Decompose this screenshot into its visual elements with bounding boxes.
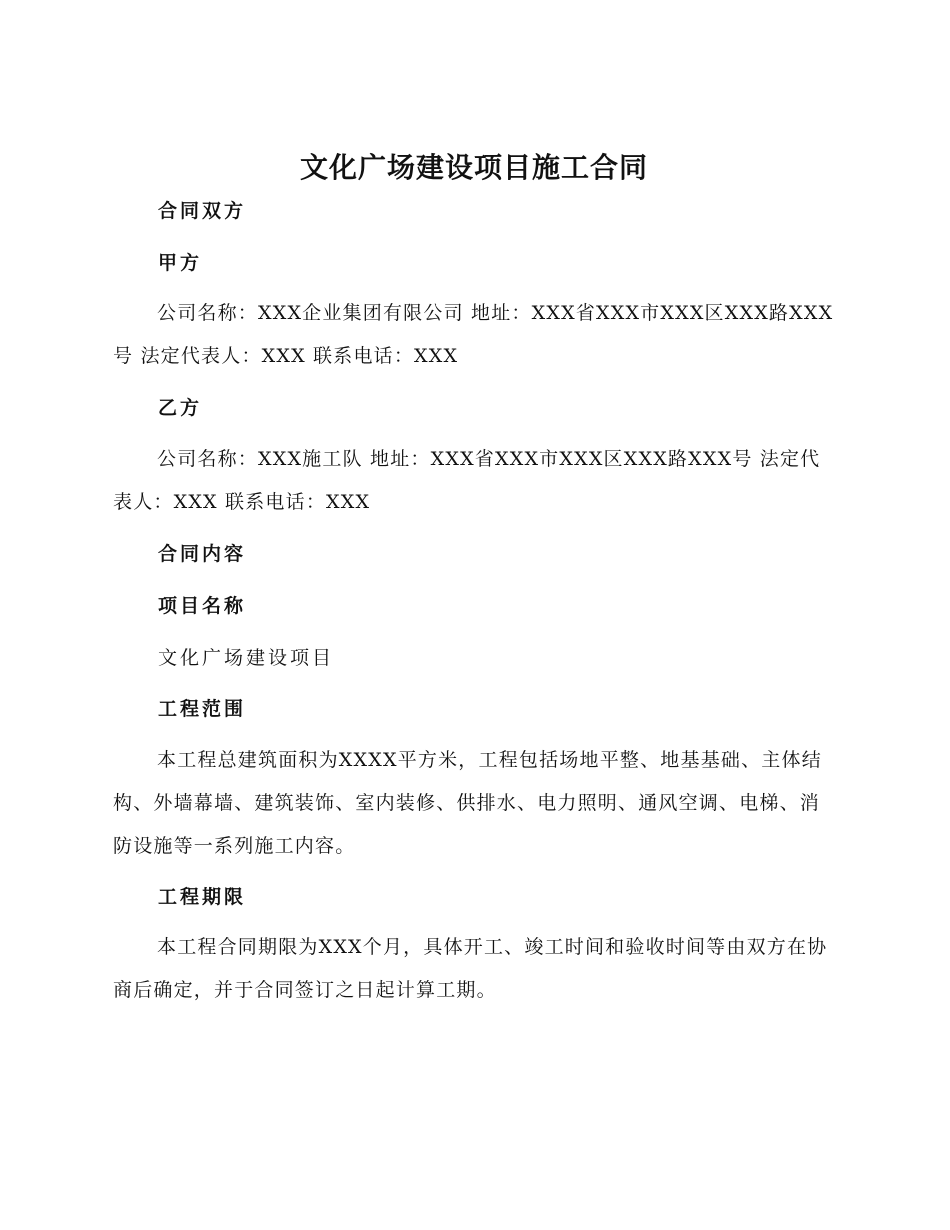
document-title: 文化广场建设项目施工合同	[299, 151, 648, 184]
project-name-text: 文化广场建设项目	[158, 647, 335, 669]
duration-heading: 工程期限	[158, 886, 247, 908]
duration-text: 本工程合同期限为XXX个月，具体开工、竣工时间和验收时间等由双方在协商后确定，并于合同签订之日起计算工期。	[113, 936, 828, 1001]
scope-text: 本工程总建筑面积为XXXX平方米，工程包括场地平整、地基基础、主体结构、外墙幕墙、建筑装饰、室内装修、供排水、电力照明、通风空调、电梯、消防设施等一系列施工内容。	[113, 749, 822, 857]
parties-heading: 合同双方	[158, 200, 247, 222]
party-b-details: 公司名称：XXX施工队 地址：XXX省XXX市XXX区XXX路XXX号 法定代表人：XXX 联系电话：XXX	[113, 448, 821, 513]
content-heading: 合同内容	[158, 543, 247, 565]
party-a-details: 公司名称：XXX企业集团有限公司 地址：XXX省XXX市XXX区XXX路XXX号 法定代表人：XXX 联系电话：XXX	[113, 302, 834, 367]
party-a-heading: 甲方	[158, 252, 203, 274]
scope-heading: 工程范围	[158, 698, 247, 720]
party-b-heading: 乙方	[158, 397, 203, 419]
project-name-heading: 项目名称	[158, 595, 247, 617]
